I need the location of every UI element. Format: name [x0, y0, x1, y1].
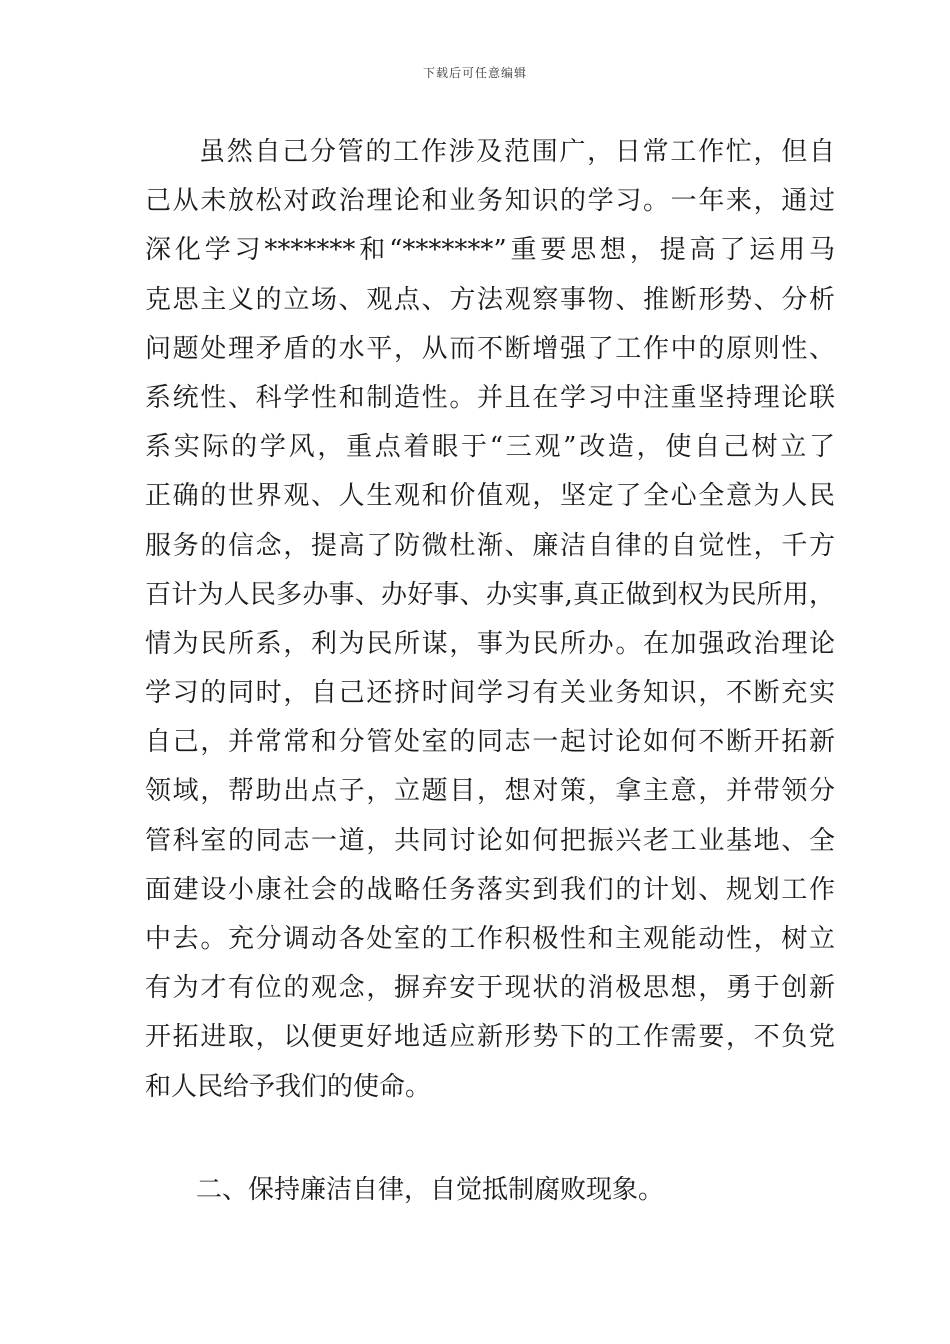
paragraph-line: 面建设小康社会的战略任务落实到我们的计划、规划工作: [145, 874, 835, 905]
paragraph-line: 领域，帮助出点子，立题目，想对策，拿主意，并带领分: [145, 776, 835, 807]
paragraph-line: 开拓进取，以便更好地适应新形势下的工作需要，不负党: [145, 1022, 835, 1053]
paragraph-line: 正确的世界观、人生观和价值观，坚定了全心全意为人民: [145, 481, 835, 512]
paragraph-line: 克思主义的立场、观点、方法观察事物、推断形势、分析: [145, 284, 835, 315]
paragraph-line: 系实际的学风，重点着眼于“三观”改造，使自己树立了: [145, 432, 835, 463]
section-heading: 二、保持廉洁自律，自觉抵制腐败现象。: [196, 1175, 665, 1205]
paragraph-line: 情为民所系，利为民所谋，事为民所办。在加强政治理论: [145, 628, 835, 659]
paragraph-line: 系统性、科学性和制造性。并且在学习中注重坚持理论联: [145, 382, 835, 413]
paragraph-line: 己从未放松对政治理论和业务知识的学习。一年来，通过: [145, 186, 835, 217]
paragraph-line: 管科室的同志一道，共同讨论如何把振兴老工业基地、全: [145, 825, 835, 856]
paragraph-line: 问题处理矛盾的水平，从而不断增强了工作中的原则性、: [145, 333, 835, 364]
paragraph-line: 和人民给予我们的使命。: [145, 1071, 432, 1102]
paragraph-line: 自己，并常常和分管处室的同志一起讨论如何不断开拓新: [145, 727, 835, 758]
paragraph-line: 中去。充分调动各处室的工作积极性和主观能动性，树立: [145, 924, 835, 954]
paragraph-line: 学习的同时，自己还挤时间学习有关业务知识，不断充实: [145, 678, 835, 709]
paragraph-line: 深化学习*******和“*******”重要思想，提高了运用马: [145, 235, 835, 266]
paragraph-line: 有为才有位的观念，摒弃安于现状的消极思想，勇于创新: [145, 973, 835, 1004]
paragraph-line: 百计为人民多办事、办好事、办实事,真正做到权为民所用，: [145, 579, 835, 610]
body-paragraph: [145, 128, 835, 1112]
paragraph-line: 虽然自己分管的工作涉及范围广，日常工作忙，但自: [199, 137, 835, 167]
paragraph-line: 服务的信念，提高了防微杜渐、廉洁自律的自觉性，千方: [145, 530, 835, 561]
header-note: 下载后可任意编辑: [422, 66, 527, 80]
